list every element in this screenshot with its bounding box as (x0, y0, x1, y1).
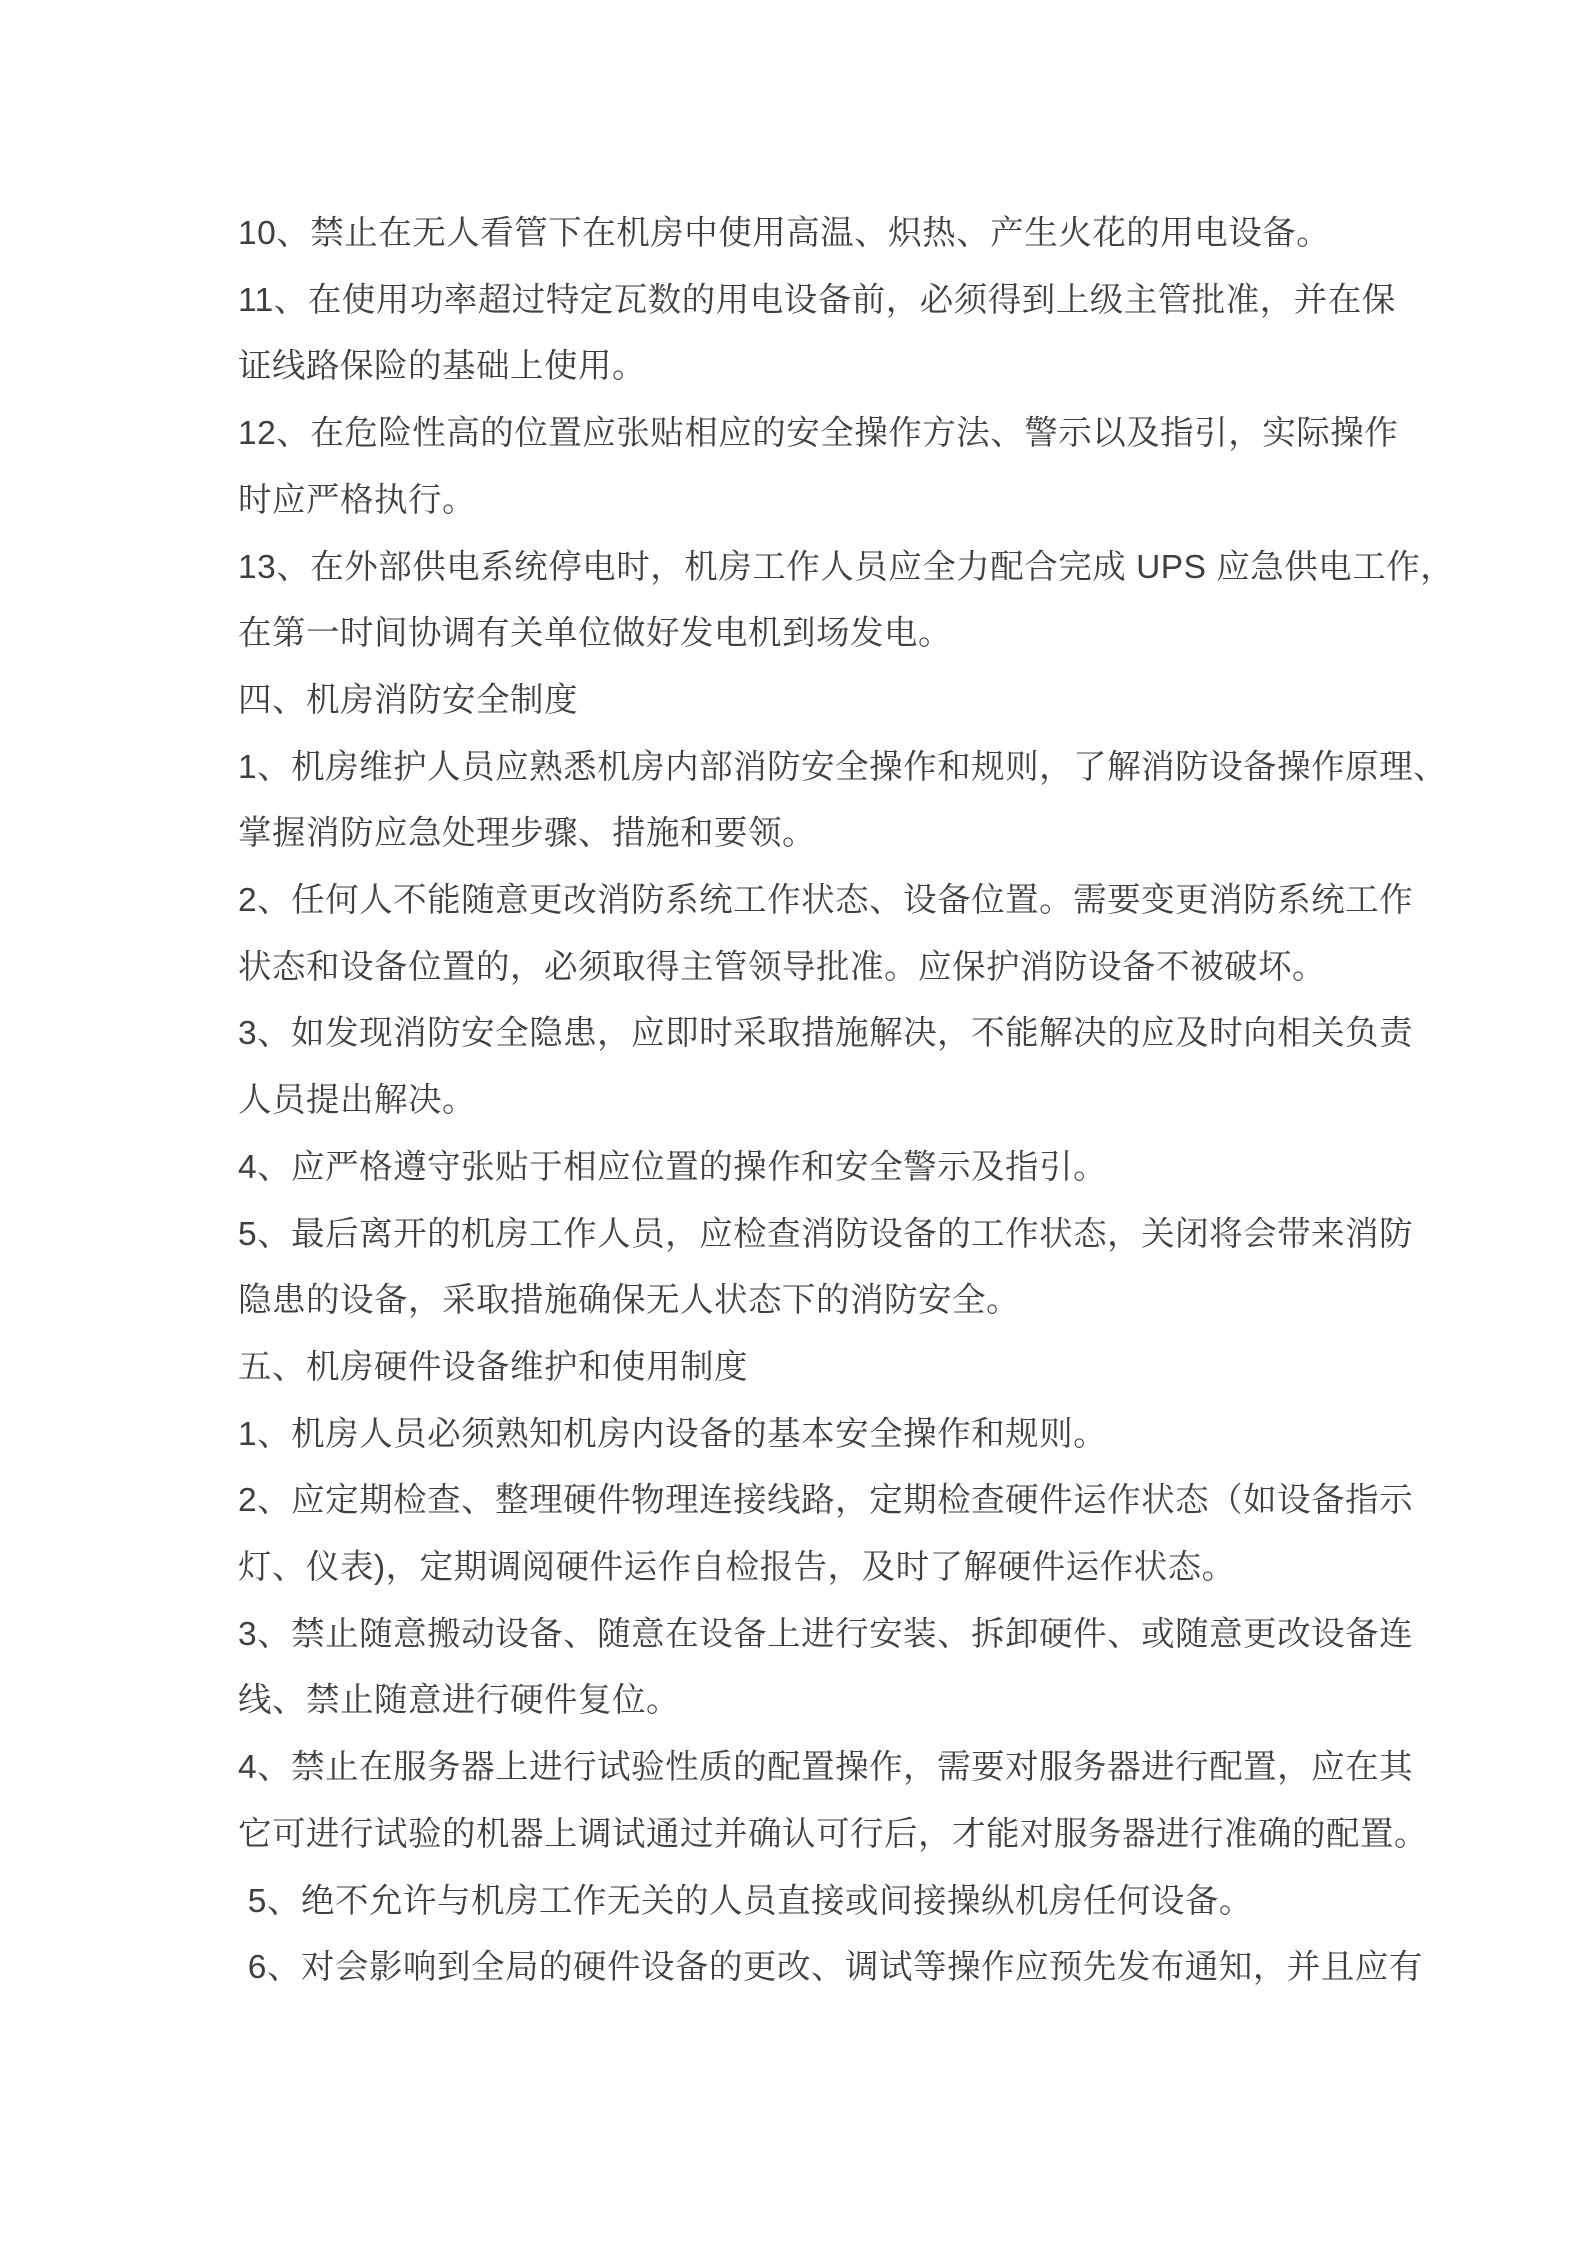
text-line: 2、应定期检查、整理硬件物理连接线路，定期检查硬件运作状态（如设备指示 (238, 1482, 1414, 1520)
text-line: 四、机房消防安全制度 (238, 681, 578, 719)
paragraph (238, 1602, 1414, 1735)
paragraph (238, 868, 1414, 1001)
text-line: 在第一时间协调有关单位做好发电机到场发电。 (238, 615, 952, 653)
text-line: 2、任何人不能随意更改消防系统工作状态、设备位置。需要变更消防系统工作 (238, 882, 1414, 920)
text-line: 11、在使用功率超过特定瓦数的用电设备前，必须得到上级主管批准，并在保 (238, 281, 1396, 319)
document-body (238, 201, 1455, 2002)
text-line: 状态和设备位置的，必须取得主管领导批准。应保护消防设备不被破坏。 (238, 948, 1326, 986)
text-line: 10、禁止在无人看管下在机房中使用高温、炽热、产生火花的用电设备。 (238, 215, 1331, 252)
paragraph (238, 1001, 1414, 1134)
paragraph (238, 535, 1455, 668)
text-line: 隐患的设备，采取措施确保无人状态下的消防安全。 (238, 1282, 1020, 1320)
paragraph (238, 1135, 1349, 1202)
paragraph (238, 1202, 1414, 1335)
text-line: 1、机房维护人员应熟悉机房内部消防安全操作和规则，了解消防设备操作原理、 (238, 748, 1448, 786)
paragraph (238, 201, 1349, 268)
text-line: 它可进行试验的机器上调试通过并确认可行后，才能对服务器进行准确的配置。 (238, 1815, 1428, 1853)
paragraph (238, 1935, 1423, 2002)
text-line: 人员提出解决。 (238, 1082, 476, 1120)
text-line: 证线路保险的基础上使用。 (238, 348, 646, 386)
paragraph (238, 268, 1396, 401)
text-line: 12、在危险性高的位置应张贴相应的安全操作方法、警示以及指引，实际操作 (238, 415, 1399, 453)
paragraph (238, 1468, 1414, 1601)
paragraph (238, 1402, 1349, 1469)
text-line: 4、应严格遵守张贴于相应位置的操作和安全警示及指引。 (238, 1148, 1108, 1186)
text-line: 3、如发现消防安全隐患，应即时采取措施解决，不能解决的应及时向相关负责 (238, 1015, 1414, 1053)
text-line: 时应严格执行。 (238, 481, 476, 519)
text-line: 5、绝不允许与机房工作无关的人员直接或间接操纵机房任何设备。 (238, 1882, 1253, 1920)
text-line: 1、机房人员必须熟知机房内设备的基本安全操作和规则。 (238, 1415, 1108, 1453)
section-heading (238, 1335, 1349, 1402)
text-line: 灯、仪表)，定期调阅硬件运作自检报告，及时了解硬件运作状态。 (238, 1549, 1236, 1587)
text-line: 线、禁止随意进行硬件复位。 (238, 1682, 680, 1720)
text-line: 6、对会影响到全局的硬件设备的更改、调试等操作应预先发布通知，并且应有 (238, 1949, 1423, 1987)
text-line: 4、禁止在服务器上进行试验性质的配置操作，需要对服务器进行配置，应在其 (238, 1749, 1414, 1787)
paragraph (238, 1869, 1349, 1936)
paragraph (238, 401, 1399, 534)
text-line: 3、禁止随意搬动设备、随意在设备上进行安装、拆卸硬件、或随意更改设备连 (238, 1615, 1414, 1653)
text-line: 13、在外部供电系统停电时，机房工作人员应全力配合完成 UPS 应急供电工作， (238, 548, 1455, 586)
paragraph (238, 1735, 1428, 1868)
section-heading (238, 668, 1349, 735)
text-line: 5、最后离开的机房工作人员，应检查消防设备的工作状态，关闭将会带来消防 (238, 1215, 1414, 1253)
paragraph (238, 735, 1448, 868)
text-line: 掌握消防应急处理步骤、措施和要领。 (238, 815, 816, 853)
text-line: 五、机房硬件设备维护和使用制度 (238, 1348, 748, 1386)
